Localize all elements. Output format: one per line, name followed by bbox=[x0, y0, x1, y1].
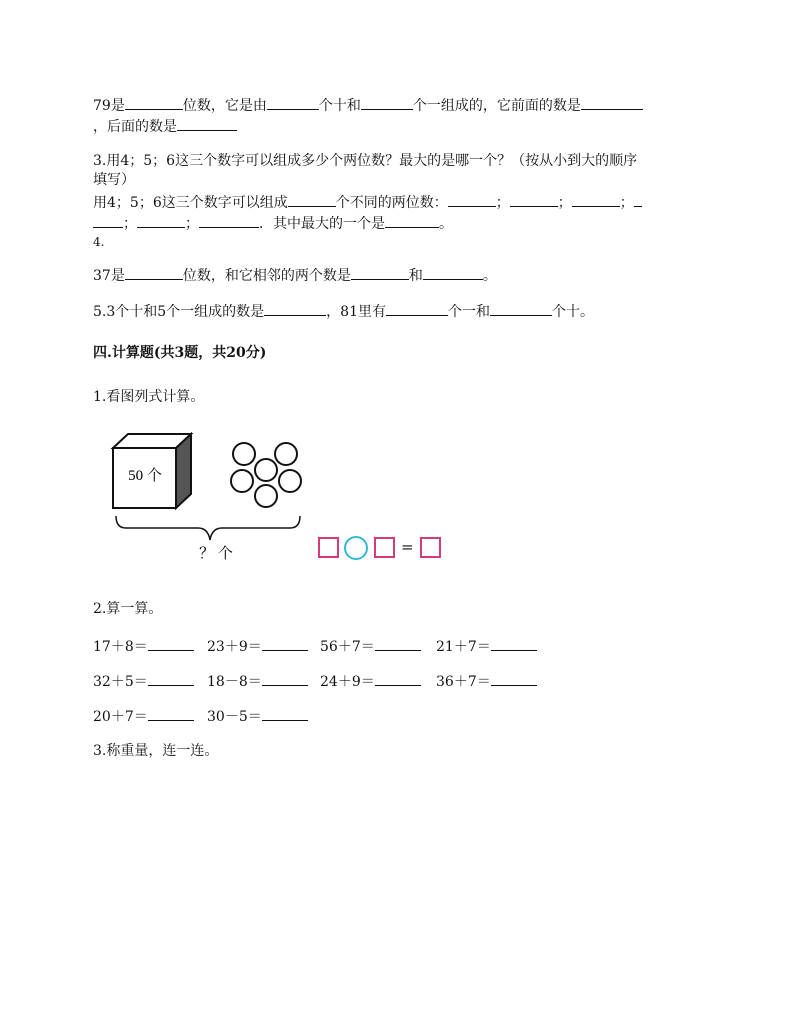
blank[interactable] bbox=[148, 672, 194, 686]
blank[interactable] bbox=[491, 672, 537, 686]
calc-expr: 24＋9＝ bbox=[320, 674, 375, 690]
blank[interactable] bbox=[125, 266, 183, 280]
q4-text-b: 位数，和它相邻的两个数是 bbox=[182, 268, 351, 284]
blank[interactable] bbox=[267, 96, 319, 110]
q-79-line2 bbox=[93, 117, 237, 136]
calc2-title: 2.算一算。 bbox=[93, 601, 163, 617]
q-79-text-b: 位数，它是由 bbox=[182, 98, 267, 114]
calc-item bbox=[93, 637, 194, 656]
calc-item bbox=[436, 672, 537, 691]
cube bbox=[113, 434, 191, 508]
q5-text-d: 个十。 bbox=[552, 304, 594, 320]
calc-item bbox=[436, 637, 537, 656]
blank[interactable] bbox=[288, 193, 336, 207]
blank[interactable] bbox=[177, 117, 237, 131]
circle bbox=[255, 485, 277, 507]
blank[interactable] bbox=[423, 266, 483, 280]
blank[interactable] bbox=[262, 672, 308, 686]
blank[interactable] bbox=[125, 96, 183, 110]
blank[interactable] bbox=[385, 214, 439, 228]
blank[interactable] bbox=[148, 637, 194, 651]
blank[interactable] bbox=[490, 302, 552, 316]
calc-expr: 17＋8＝ bbox=[93, 639, 148, 655]
calc-item bbox=[93, 672, 194, 691]
answer-box[interactable] bbox=[318, 537, 339, 558]
sep: ； bbox=[185, 216, 199, 232]
blank[interactable] bbox=[375, 637, 421, 651]
q4-text-c: 和 bbox=[408, 268, 423, 284]
calc-expr: 21＋7＝ bbox=[436, 639, 491, 655]
calc-expr: 56＋7＝ bbox=[320, 639, 375, 655]
calc-item bbox=[207, 637, 308, 656]
q3-text-end: ．其中最大的一个是 bbox=[259, 216, 385, 232]
blank[interactable] bbox=[572, 193, 620, 207]
circle bbox=[279, 470, 301, 492]
brace-label: ？ 个 bbox=[199, 546, 233, 562]
q4-number: 4. bbox=[93, 235, 105, 249]
q3-line1: 3.用4；5；6这三个数字可以组成多少个两位数？最大的是哪一个？（按从小到大的顺序 bbox=[93, 153, 638, 169]
calc-item bbox=[207, 707, 308, 726]
cube-label: 50 个 bbox=[128, 468, 162, 484]
calc-expr: 36＋7＝ bbox=[436, 674, 491, 690]
calc3-title: 3.称重量，连一连。 bbox=[93, 743, 219, 759]
period: 。 bbox=[482, 268, 497, 284]
blank[interactable] bbox=[93, 214, 123, 228]
calc-expr: 32＋5＝ bbox=[93, 674, 148, 690]
q5-line bbox=[93, 302, 594, 321]
q5-text-c: 个一和 bbox=[448, 304, 490, 320]
sep: ； bbox=[495, 195, 510, 211]
equals-sign: = bbox=[401, 538, 414, 556]
calc-item bbox=[320, 672, 421, 691]
sep: ； bbox=[123, 216, 137, 232]
blank[interactable] bbox=[634, 193, 642, 207]
blank[interactable] bbox=[375, 672, 421, 686]
period: 。 bbox=[439, 216, 453, 232]
q-79-text-d: 个一组成的，它前面的数是 bbox=[412, 98, 581, 114]
blank[interactable] bbox=[199, 214, 259, 228]
circle bbox=[255, 459, 277, 481]
calc-expr: 30－5＝ bbox=[207, 709, 262, 725]
q4-line bbox=[93, 266, 497, 285]
section-title: 四.计算题(共3题，共20分) bbox=[93, 345, 267, 361]
blank[interactable] bbox=[386, 302, 448, 316]
operator-circle[interactable] bbox=[344, 536, 368, 560]
q-79-text-c: 个十和 bbox=[318, 98, 361, 114]
blank[interactable] bbox=[448, 193, 496, 207]
q4-text-a: 37是 bbox=[93, 268, 125, 284]
blank[interactable] bbox=[262, 707, 308, 721]
q-79-text-e: ，后面的数是 bbox=[93, 119, 177, 135]
calc-item bbox=[93, 707, 194, 726]
q3-line3 bbox=[93, 193, 642, 212]
q3-line2: 填写） bbox=[93, 172, 135, 188]
circle bbox=[231, 470, 253, 492]
circle bbox=[233, 443, 255, 465]
calc-item bbox=[320, 637, 421, 656]
blank[interactable] bbox=[361, 96, 413, 110]
circles bbox=[231, 443, 301, 507]
calc-item bbox=[207, 672, 308, 691]
blank[interactable] bbox=[491, 637, 537, 651]
blank[interactable] bbox=[148, 707, 194, 721]
calc-expr: 18－8＝ bbox=[207, 674, 262, 690]
blank[interactable] bbox=[510, 193, 558, 207]
q3-line4 bbox=[93, 214, 453, 233]
calc1-title: 1.看图列式计算。 bbox=[93, 389, 205, 405]
blank[interactable] bbox=[137, 214, 185, 228]
answer-box[interactable] bbox=[420, 537, 441, 558]
sep: ； bbox=[619, 195, 634, 211]
blank[interactable] bbox=[351, 266, 409, 280]
answer-box[interactable] bbox=[374, 537, 395, 558]
calc-expr: 20＋7＝ bbox=[93, 709, 148, 725]
brace bbox=[116, 516, 300, 540]
q3-text-b: 个不同的两位数： bbox=[335, 195, 448, 211]
q-79-text-a: 79是 bbox=[93, 98, 125, 114]
q5-text-a: 5.3个十和5个一组成的数是 bbox=[93, 304, 265, 320]
q5-text-b: ，81里有 bbox=[326, 304, 386, 320]
blank[interactable] bbox=[581, 96, 643, 110]
q3-text-a: 用4；5；6这三个数字可以组成 bbox=[93, 195, 288, 211]
calc-expr: 23＋9＝ bbox=[207, 639, 262, 655]
blank[interactable] bbox=[262, 637, 308, 651]
sep: ； bbox=[557, 195, 572, 211]
circle bbox=[275, 443, 297, 465]
blank[interactable] bbox=[264, 302, 326, 316]
q-79-line1 bbox=[93, 96, 643, 115]
